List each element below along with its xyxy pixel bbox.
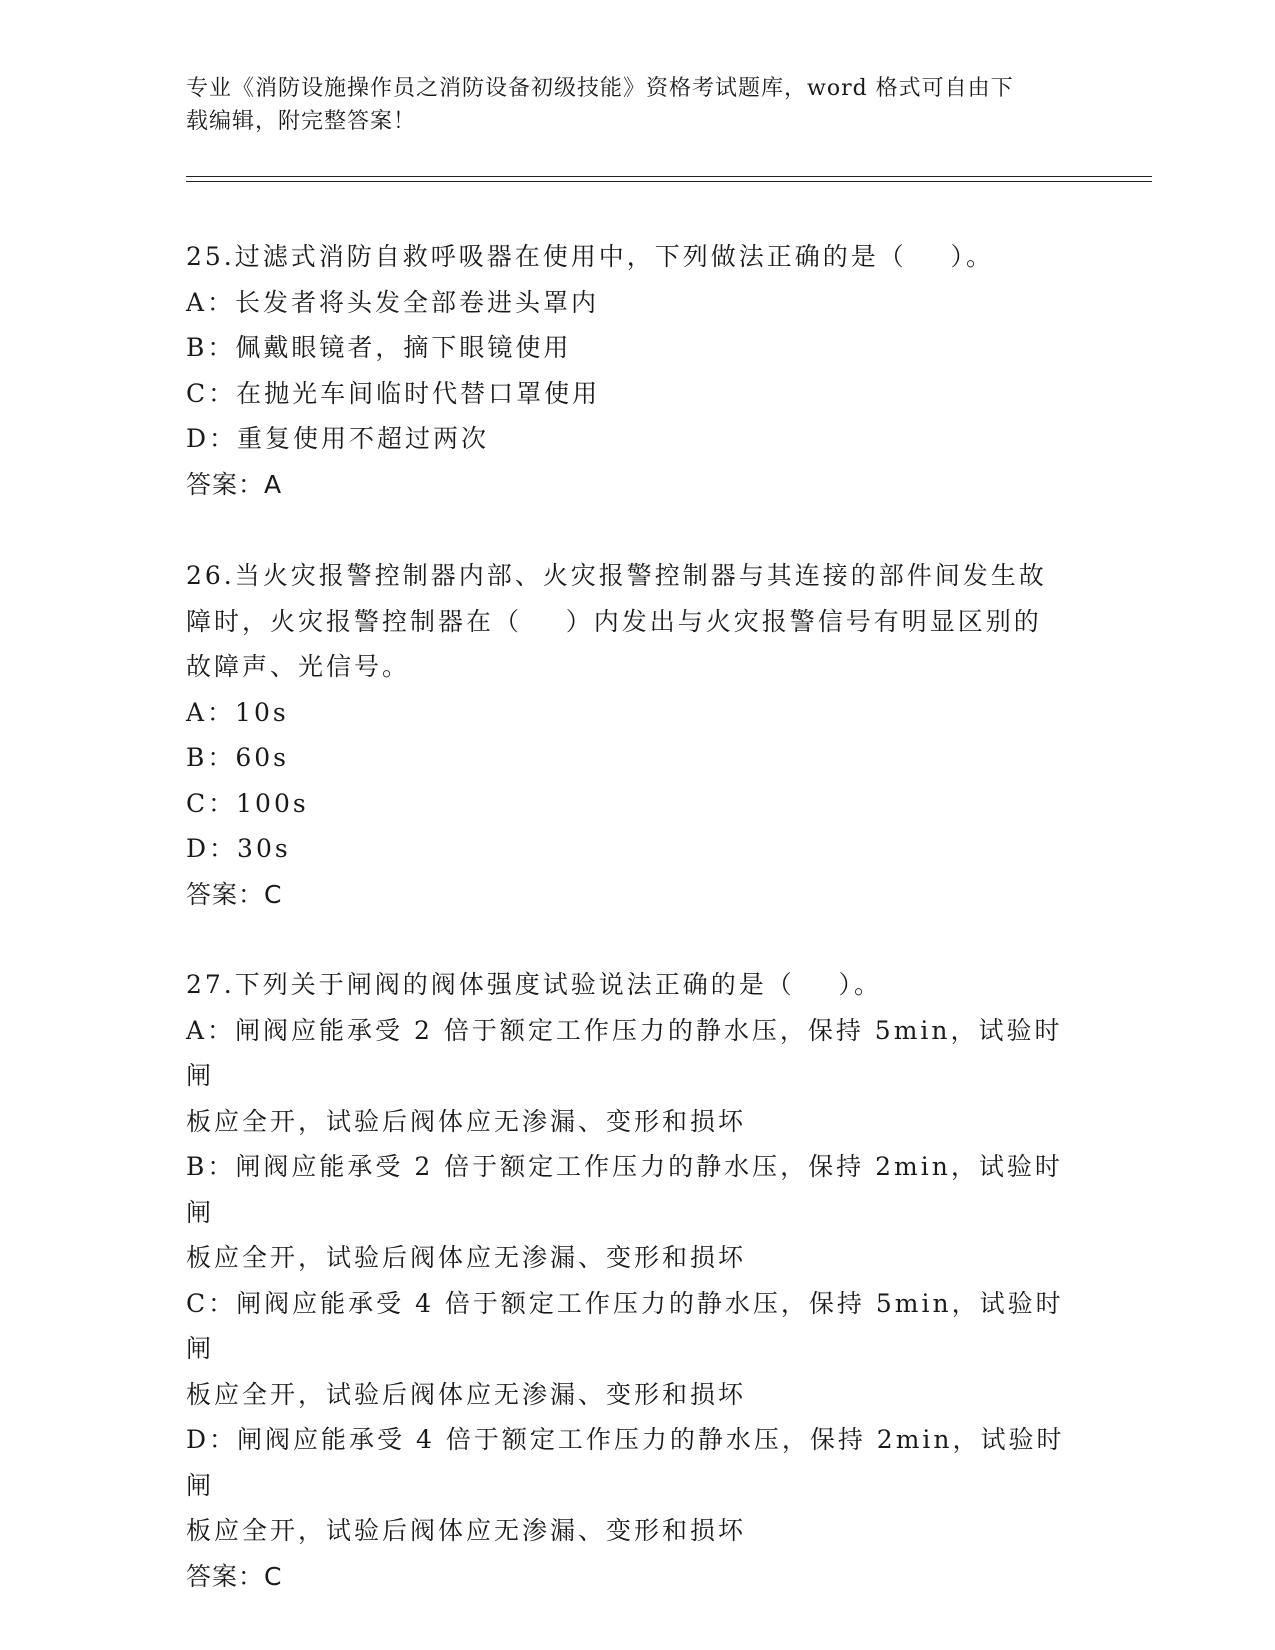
header-line: 专业《消防设施操作员之消防设备初级技能》资格考试题库，word 格式可自由下 xyxy=(186,76,1014,101)
header-divider xyxy=(186,176,1152,177)
header-divider xyxy=(186,181,1152,182)
option-b: B：60s xyxy=(186,743,290,772)
option-a: A：闸阀应能承受 2 倍于额定工作压力的静水压，保持 5min，试验时闸 xyxy=(186,1015,1063,1090)
question-stem: 故障声、光信号。 xyxy=(186,652,411,681)
answer-label: 答案：C xyxy=(186,1561,283,1591)
option-a: A：长发者将头发全部卷进头罩内 xyxy=(186,287,600,317)
option-d: D：重复使用不超过两次 xyxy=(186,424,490,453)
option-d: D：30s xyxy=(186,834,291,863)
option-c-continuation: 板应全开，试验后阀体应无渗漏、变形和损坏 xyxy=(186,1379,747,1409)
question-stem: 26.当火灾报警控制器内部、火灾报警控制器与其连接的部件间发生故 xyxy=(186,561,1047,590)
question-26 xyxy=(186,553,1086,917)
option-a-continuation: 板应全开，试验后阀体应无渗漏、变形和损坏 xyxy=(186,1106,747,1136)
option-b-continuation: 板应全开，试验后阀体应无渗漏、变形和损坏 xyxy=(186,1243,747,1272)
option-b: B：佩戴眼镜者，摘下眼镜使用 xyxy=(186,333,572,362)
question-27 xyxy=(186,962,1086,1599)
option-b: B：闸阀应能承受 2 倍于额定工作压力的静水压，保持 2min，试验时闸 xyxy=(186,1152,1063,1227)
header-line: 载编辑，附完整答案！ xyxy=(186,109,417,134)
option-c: C：在抛光车间临时代替口罩使用 xyxy=(186,378,601,408)
option-d-continuation: 板应全开，试验后阀体应无渗漏、变形和损坏 xyxy=(186,1516,747,1545)
answer-label: 答案：A xyxy=(186,469,283,499)
question-stem: 障时，火灾报警控制器在（ ）内发出与火灾报警信号有明显区别的 xyxy=(186,606,1042,636)
answer-label: 答案：C xyxy=(186,879,283,909)
question-25 xyxy=(186,234,1086,507)
option-d: D：闸阀应能承受 4 倍于额定工作压力的静水压，保持 2min，试验时闸 xyxy=(186,1425,1065,1500)
option-a: A：10s xyxy=(186,697,289,727)
question-stem: 25.过滤式消防自救呼吸器在使用中，下列做法正确的是（ ）。 xyxy=(186,242,995,271)
option-c: C：100s xyxy=(186,788,309,818)
question-stem: 27.下列关于闸阀的阀体强度试验说法正确的是（ ）。 xyxy=(186,970,883,999)
document-header xyxy=(186,72,1066,138)
option-c: C：闸阀应能承受 4 倍于额定工作压力的静水压，保持 5min，试验时闸 xyxy=(186,1288,1064,1363)
